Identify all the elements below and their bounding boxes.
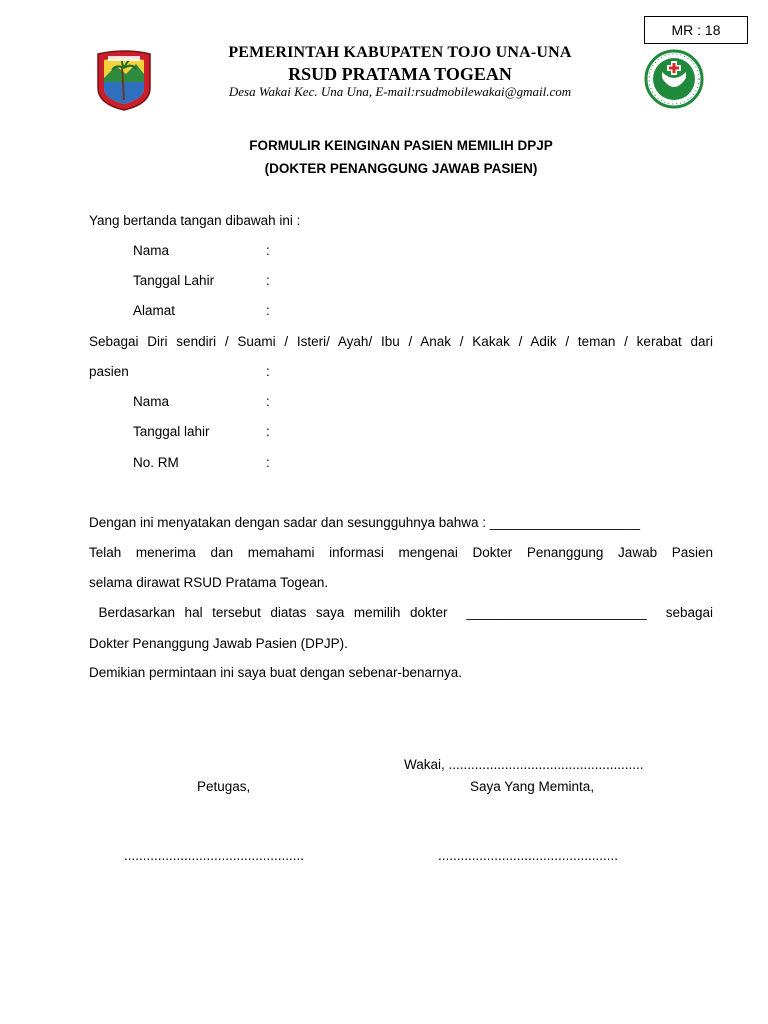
patient-rm-colon: : bbox=[266, 455, 270, 470]
requester-label: Saya Yang Meminta, bbox=[470, 779, 595, 794]
relation-text: Sebagai Diri sendiri / Suami / Isteri/ Ayah/ Ibu / Anak / Kakak / Adik / teman / kerabat dari bbox=[89, 334, 713, 349]
statement-line-2: Telah menerima dan memahami informasi mengenai Dokter Penanggung Jawab Pasien bbox=[89, 545, 713, 560]
requester-signature-line: ................................................ bbox=[438, 848, 619, 863]
signer-name-label: Nama bbox=[133, 243, 170, 258]
patient-birthdate-label: Tanggal lahir bbox=[133, 424, 210, 439]
regency-emblem-logo bbox=[94, 48, 154, 112]
patient-rm-label: No. RM bbox=[133, 455, 179, 470]
patient-birthdate-colon: : bbox=[266, 424, 270, 439]
hospital-name: RSUD PRATAMA TOGEAN bbox=[288, 64, 512, 84]
signer-name-colon: : bbox=[266, 243, 270, 258]
officer-label: Petugas, bbox=[197, 779, 251, 794]
officer-signature-line: ................................................ bbox=[124, 848, 305, 863]
government-header: PEMERINTAH KABUPATEN TOJO UNA-UNA bbox=[228, 44, 572, 61]
bakti-husada-logo bbox=[640, 48, 708, 110]
pasien-label: pasien bbox=[89, 364, 129, 379]
statement-line-4: Berdasarkan hal tersebut diatas saya memilih dokter ________________________ sebagai bbox=[89, 605, 713, 620]
form-subtitle: (DOKTER PENANGGUNG JAWAB PASIEN) bbox=[264, 161, 538, 176]
signer-birthdate-colon: : bbox=[266, 273, 270, 288]
patient-name-colon: : bbox=[266, 394, 270, 409]
signer-address-colon: : bbox=[266, 303, 270, 318]
medical-record-code: MR : 18 bbox=[644, 16, 748, 44]
hospital-address: Desa Wakai Kec. Una Una, E-mail:rsudmobilewakai@gmail.com bbox=[228, 84, 572, 99]
place-date: Wakai, .................................................... bbox=[404, 757, 644, 772]
intro-text: Yang bertanda tangan dibawah ini : bbox=[89, 213, 301, 228]
statement-line-6: Demikian permintaan ini saya buat dengan sebenar-benarnya. bbox=[89, 665, 462, 680]
signer-birthdate-label: Tanggal Lahir bbox=[133, 273, 215, 288]
statement-line-1: Dengan ini menyatakan dengan sadar dan sesungguhnya bahwa : ____________________ bbox=[89, 515, 640, 530]
patient-name-label: Nama bbox=[133, 394, 170, 409]
form-title: FORMULIR KEINGINAN PASIEN MEMILIH DPJP bbox=[249, 138, 553, 153]
signer-address-label: Alamat bbox=[133, 303, 176, 318]
statement-line-3: selama dirawat RSUD Pratama Togean. bbox=[89, 575, 329, 590]
statement-line-5: Dokter Penanggung Jawab Pasien (DPJP). bbox=[89, 636, 348, 651]
pasien-colon: : bbox=[266, 364, 270, 379]
